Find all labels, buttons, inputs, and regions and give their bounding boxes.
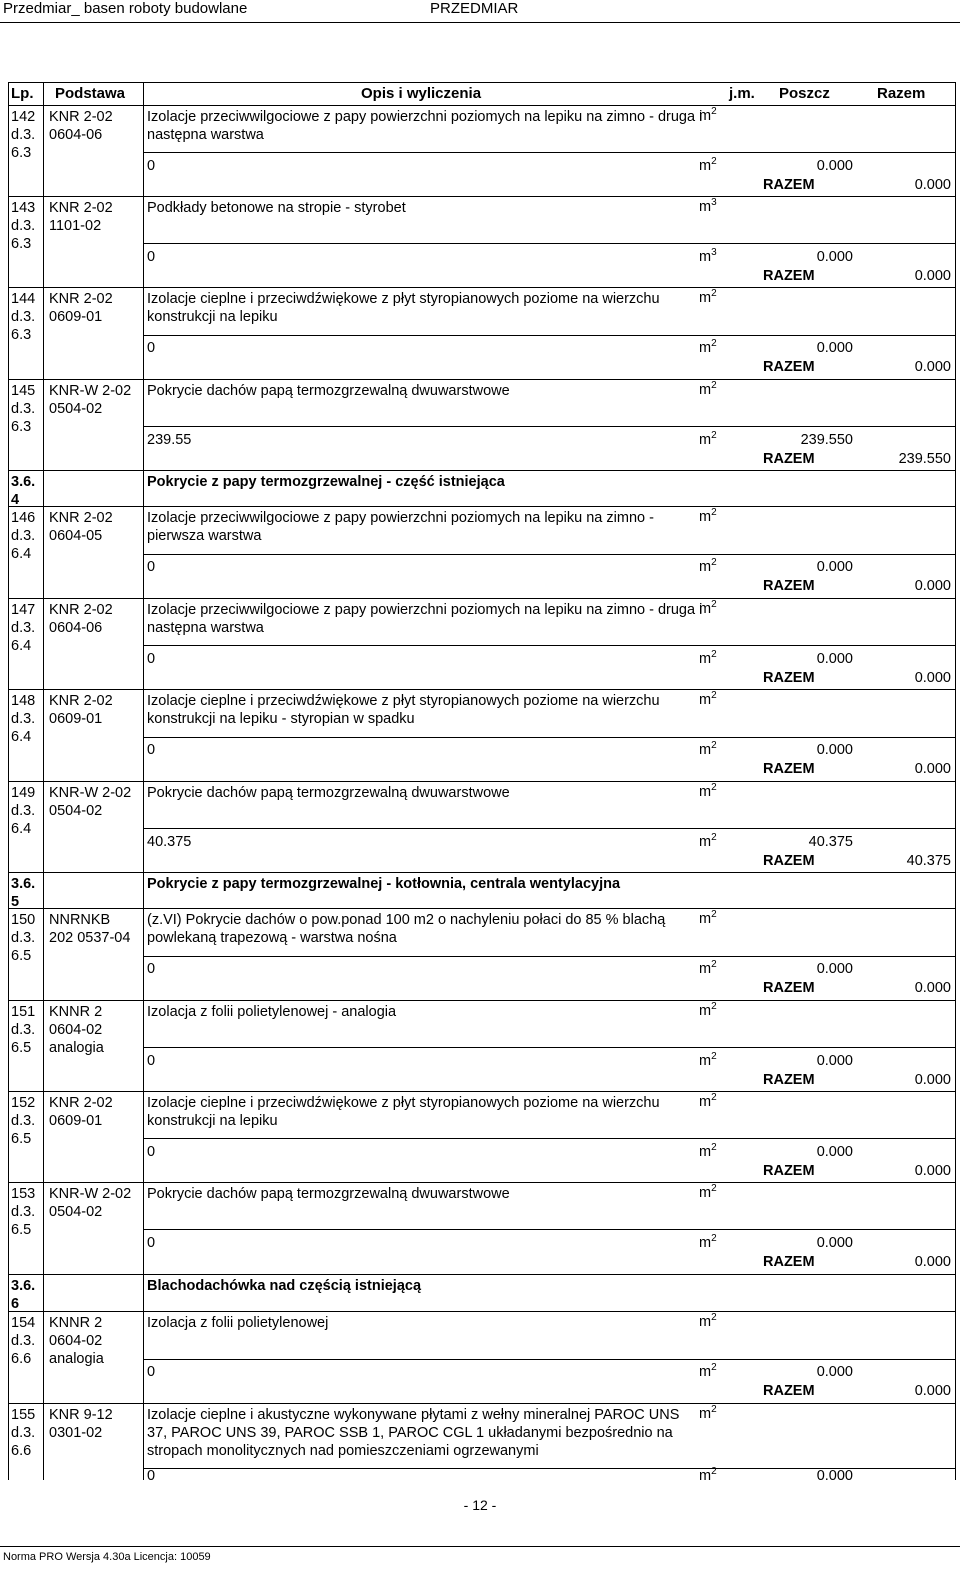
calc-divider [143,1229,955,1230]
razem-value: 0.000 [914,1254,951,1270]
razem-value: 0.000 [914,670,951,686]
section-row [9,1275,955,1312]
item-description: Pokrycie dachów papą termozgrzewalną dwuwarstwowe [147,1186,510,1202]
razem-value: 0.000 [914,761,951,777]
item-number: 142 d.3. 6.3 [11,109,36,161]
calc-value: 0.000 [816,1144,853,1160]
calc-expression: 0 [147,249,156,265]
item-number: 144 d.3. 6.3 [11,291,36,343]
table-row [9,1092,955,1183]
calc-divider [143,1138,955,1139]
basis-code: KNR 2-02 0609-01 [49,1095,113,1129]
calc-divider [143,335,955,336]
calc-value: 0.000 [816,651,853,667]
item-description: Izolacje przeciwwilgociowe z papy powierzchni poziomych na lepiku na zimno - druga i następna warstwa [147,109,703,143]
col-jm: j.m. [729,85,755,102]
calc-expression: 0 [147,340,156,356]
razem-label: RAZEM [763,1072,815,1088]
item-description: Izolacja z folii polietylenowej - analogia [147,1004,397,1020]
document-type: PRZEDMIAR [430,0,519,17]
unit-label: $m^2$ [699,288,717,306]
calc-expression: 40.375 [147,834,192,850]
section-row [9,873,955,909]
section-number: 3.6. 4 [11,474,36,508]
calc-divider [143,426,955,427]
calc-divider [143,956,955,957]
calc-value: 0.000 [816,1364,853,1380]
basis-code: KNR-W 2-02 0504-02 [49,785,132,819]
razem-label: RAZEM [763,177,815,193]
razem-value: 0.000 [914,1163,951,1179]
razem-value: 0.000 [914,1383,951,1399]
basis-code: KNR 2-02 0604-05 [49,510,113,544]
table-row [9,106,955,197]
calc-unit: $m^2$ [699,1233,717,1251]
item-description: (z.VI) Pokrycie dachów o pow.ponad 100 m2 o nachyleniu połaci do 85 % blachą powlekaną trapezową - warstwa nośna [147,912,666,946]
item-description: Izolacje przeciwwilgociowe z papy powierzchni poziomych na lepiku na zimno - druga i następna warstwa [147,602,703,636]
calc-unit: $m^3$ [699,247,717,265]
calc-divider [143,554,955,555]
basis-code: KNR 2-02 0604-06 [49,602,113,636]
calc-value: 40.375 [808,834,853,850]
table-row [9,197,955,288]
razem-value: 0.000 [914,578,951,594]
calc-divider [143,645,955,646]
header-divider [0,22,960,23]
razem-label: RAZEM [763,1254,815,1270]
calc-value: 0.000 [816,1468,853,1484]
calc-unit: $m^2$ [699,156,717,174]
section-title: Pokrycie z papy termozgrzewalnej - część istniejąca [147,474,505,490]
item-description: Pokrycie dachów papą termozgrzewalną dwuwarstwowe [147,383,510,399]
table-row [9,909,955,1001]
item-description: Pokrycie dachów papą termozgrzewalną dwuwarstwowe [147,785,510,801]
unit-label: $m^2$ [699,909,717,927]
razem-label: RAZEM [763,359,815,375]
calc-unit: $m^2$ [699,1142,717,1160]
basis-code: KNR 2-02 0609-01 [49,693,113,727]
calc-unit: $m^2$ [699,832,717,850]
item-description: Izolacje cieplne i przeciwdźwiękowe z płyt styropianowych poziome na wierzchu konstrukcji na lepiku [147,1095,660,1129]
table-body [9,106,955,1484]
section-row [9,471,955,507]
item-number: 152 d.3. 6.5 [11,1095,36,1147]
calc-value: 239.550 [800,432,853,448]
razem-label: RAZEM [763,268,815,284]
basis-code: NNRNKB 202 0537-04 [49,912,131,946]
calc-expression: 0 [147,1364,156,1380]
calc-expression: 0 [147,559,156,575]
item-number: 149 d.3. 6.4 [11,785,36,837]
razem-value: 0.000 [914,359,951,375]
calc-unit: $m^2$ [699,1051,717,1069]
calc-unit: $m^2$ [699,557,717,575]
item-number: 146 d.3. 6.4 [11,510,36,562]
column-divider [43,83,44,1480]
unit-label: $m^2$ [699,599,717,617]
table-header-row [9,83,955,106]
unit-label: $m^2$ [699,1312,717,1330]
table-row [9,1312,955,1404]
item-number: 154 d.3. 6.6 [11,1315,36,1367]
razem-label: RAZEM [763,578,815,594]
razem-value: 0.000 [914,177,951,193]
footer-divider [0,1546,960,1547]
section-number: 3.6. 6 [11,1278,36,1312]
item-description: Izolacje cieplne i przeciwdźwiękowe z płyt styropianowych poziome na wierzchu konstrukcji na lepiku [147,291,660,325]
calc-value: 0.000 [816,742,853,758]
calc-value: 0.000 [816,559,853,575]
razem-value: 0.000 [914,268,951,284]
calc-expression: 0 [147,961,156,977]
calc-unit: $m^2$ [699,1362,717,1380]
razem-label: RAZEM [763,1163,815,1179]
basis-code: KNNR 2 0604-02 analogia [49,1004,104,1056]
calc-value: 0.000 [816,158,853,174]
section-title: Pokrycie z papy termozgrzewalnej - kotłownia, centrala wentylacyjna [147,876,621,892]
calc-unit: $m^2$ [699,430,717,448]
calc-value: 0.000 [816,249,853,265]
calc-divider [143,1047,955,1048]
razem-label: RAZEM [763,670,815,686]
table-row [9,1001,955,1092]
calc-value: 0.000 [816,340,853,356]
unit-label: $m^2$ [699,507,717,525]
razem-label: RAZEM [763,451,815,467]
basis-code: KNR 9-12 0301-02 [49,1407,113,1441]
calc-divider [143,1359,955,1360]
estimate-table [8,82,956,1484]
razem-label: RAZEM [763,761,815,777]
section-title: Blachodachówka nad częścią istniejącą [147,1278,422,1294]
razem-label: RAZEM [763,853,815,869]
item-number: 150 d.3. 6.5 [11,912,36,964]
document-title: Przedmiar_ basen roboty budowlane [3,0,248,17]
calc-value: 0.000 [816,1053,853,1069]
calc-value: 0.000 [816,1235,853,1251]
calc-unit: $m^2$ [699,649,717,667]
item-description: Izolacje cieplne i akustyczne wykonywane płytami z wełny mineralnej PAROC UNS 37, PAROC UNS 39, PAROC SSB 1, PAROC CGL 1 układanymi bezpośrednio na stropach monolitycznych nad pomieszczeniami ogrzewanymi [147,1407,680,1459]
item-number: 147 d.3. 6.4 [11,602,36,654]
item-number: 153 d.3. 6.5 [11,1186,36,1238]
unit-label: $m^2$ [699,1092,717,1110]
document-header [0,0,960,18]
razem-value: 0.000 [914,980,951,996]
item-description: Izolacje cieplne i przeciwdźwiękowe z płyt styropianowych poziome na wierzchu konstrukcji na lepiku - styropian w spadku [147,693,660,727]
section-number: 3.6. 5 [11,876,36,910]
col-opis: Opis i wyliczenia [361,85,482,102]
unit-label: $m^2$ [699,690,717,708]
calc-divider [143,243,955,244]
table-row [9,1404,955,1484]
razem-value: 0.000 [914,1072,951,1088]
unit-label: $m^2$ [699,1404,717,1422]
calc-divider [143,737,955,738]
calc-divider [143,828,955,829]
item-description: Podkłady betonowe na stropie - styrobet [147,200,406,216]
calc-expression: 0 [147,1144,156,1160]
table-row [9,288,955,380]
item-number: 151 d.3. 6.5 [11,1004,36,1056]
unit-label: $m^2$ [699,782,717,800]
basis-code: KNR 2-02 0604-06 [49,109,113,143]
column-divider [143,83,144,1480]
calc-divider [143,152,955,153]
basis-code: KNNR 2 0604-02 analogia [49,1315,104,1367]
item-number: 148 d.3. 6.4 [11,693,36,745]
calc-expression: 0 [147,1468,156,1484]
item-description: Izolacje przeciwwilgociowe z papy powierzchni poziomych na lepiku na zimno - pierwsza warstwa [147,510,654,544]
calc-expression: 0 [147,742,156,758]
item-number: 145 d.3. 6.3 [11,383,36,435]
calc-unit: $m^2$ [699,740,717,758]
footer-text: Norma PRO Wersja 4.30a Licencja: 10059 [3,1551,211,1563]
col-podstawa: Podstawa [55,85,126,102]
page-number: - 12 - [463,1497,497,1513]
calc-value: 0.000 [816,961,853,977]
calc-unit: $m^2$ [699,959,717,977]
calc-expression: 239.55 [147,432,192,448]
item-description: Izolacja z folii polietylenowej [147,1315,329,1331]
col-lp: Lp. [11,85,34,102]
basis-code: KNR-W 2-02 0504-02 [49,1186,132,1220]
razem-label: RAZEM [763,1383,815,1399]
unit-label: $m^2$ [699,380,717,398]
table-row [9,599,955,690]
calc-expression: 0 [147,1235,156,1251]
table-row [9,380,955,471]
unit-label: $m^2$ [699,1001,717,1019]
calc-expression: 0 [147,651,156,667]
unit-label: $m^3$ [699,197,717,215]
basis-code: KNR 2-02 1101-02 [49,200,113,234]
table-row [9,507,955,599]
item-number: 143 d.3. 6.3 [11,200,36,252]
item-number: 155 d.3. 6.6 [11,1407,36,1459]
unit-label: $m^2$ [699,1183,717,1201]
calc-expression: 0 [147,1053,156,1069]
basis-code: KNR 2-02 0609-01 [49,291,113,325]
col-poszcz: Poszcz [779,85,830,102]
table-row [9,782,955,873]
calc-expression: 0 [147,158,156,174]
calc-unit: $m^2$ [699,1466,717,1484]
table-row [9,1183,955,1275]
table-row [9,690,955,782]
razem-label: RAZEM [763,980,815,996]
unit-label: $m^2$ [699,106,717,124]
calc-unit: $m^2$ [699,338,717,356]
col-razem: Razem [877,85,926,102]
razem-value: 239.550 [898,451,951,467]
basis-code: KNR-W 2-02 0504-02 [49,383,132,417]
razem-value: 40.375 [906,853,951,869]
